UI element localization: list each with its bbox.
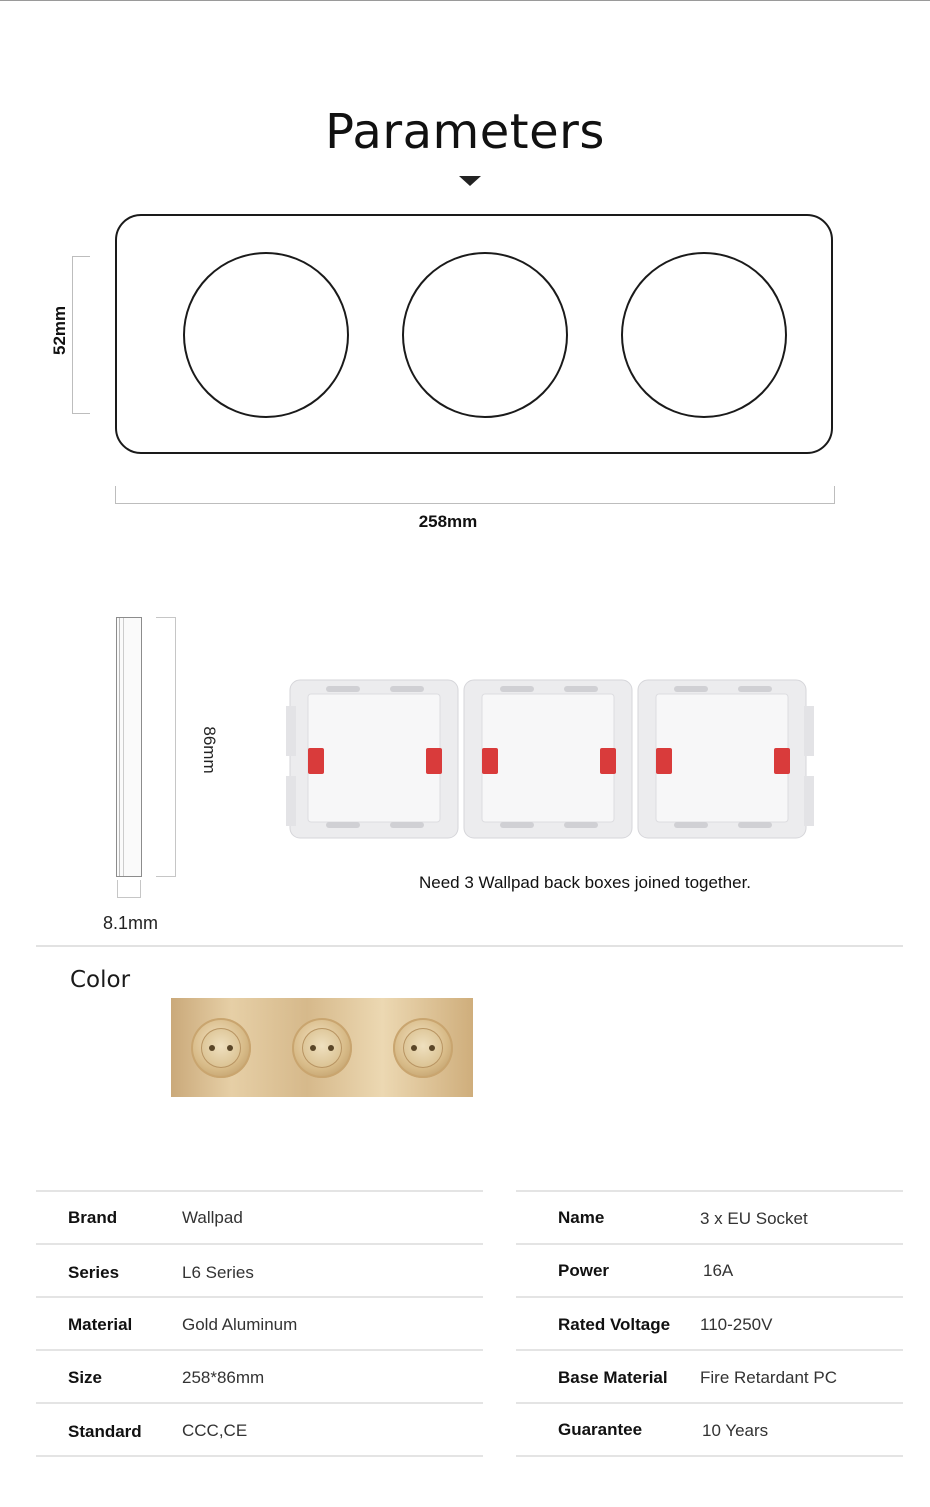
spec-row: [516, 1243, 903, 1296]
spec-row: [36, 1402, 483, 1455]
spec-value: CCC,CE: [182, 1421, 248, 1440]
spec-value: Fire Retardant PC: [700, 1368, 837, 1387]
gold-color-swatch: [171, 998, 473, 1097]
spec-value: Gold Aluminum: [182, 1315, 298, 1334]
table-bottom-border: [516, 1455, 903, 1457]
spec-label: Series: [68, 1263, 120, 1282]
spec-value: 10 Years: [702, 1421, 769, 1440]
spec-row: [516, 1402, 903, 1455]
depth-dimension-bracket: [117, 880, 141, 898]
spec-label: Material: [68, 1315, 133, 1334]
spec-row: [36, 1190, 483, 1243]
width-dimension-label: 258mm: [418, 512, 478, 531]
caret-down-icon: [459, 176, 481, 186]
back-box-2: [464, 680, 632, 838]
spec-row: [36, 1296, 483, 1349]
spec-label: Size: [68, 1368, 103, 1387]
spec-value: Wallpad: [182, 1208, 243, 1227]
width-dimension-bracket: [115, 486, 835, 504]
table-bottom-border: [36, 1455, 483, 1457]
spec-row: [36, 1349, 483, 1402]
spec-row: [516, 1296, 903, 1349]
back-box-3: [638, 680, 814, 838]
eu-socket-icon: [191, 1018, 251, 1078]
spec-value: 3 x EU Socket: [700, 1209, 808, 1228]
spec-value: L6 Series: [182, 1263, 254, 1282]
spec-value: 258*86mm: [182, 1368, 265, 1387]
spec-label: Power: [558, 1261, 610, 1280]
spec-label: Base Material: [558, 1368, 668, 1387]
back-box-1: [286, 680, 458, 838]
eu-socket-icon: [292, 1018, 352, 1078]
spec-label: Standard: [68, 1422, 142, 1441]
spec-label: Rated Voltage: [558, 1315, 671, 1334]
socket-outline-2: [402, 252, 568, 418]
spec-value: 16A: [703, 1261, 734, 1280]
spec-value: 110-250V: [700, 1315, 773, 1334]
eu-socket-icon: [393, 1018, 453, 1078]
panel-outline-diagram: [115, 214, 833, 454]
depth-dimension-label: 8.1mm: [103, 913, 159, 933]
section-divider: [36, 945, 903, 947]
socket-outline-3: [621, 252, 787, 418]
page-title: Parameters: [325, 104, 605, 160]
side-height-dimension-bracket: [156, 617, 176, 877]
side-height-dimension-label: 86mm: [200, 726, 219, 774]
spec-label: Name: [558, 1208, 605, 1227]
socket-outline-1: [183, 252, 349, 418]
back-box-caption: Need 3 Wallpad back boxes joined together.: [418, 873, 752, 892]
spec-row: [36, 1243, 483, 1296]
side-profile-diagram: [116, 617, 142, 877]
spec-row: [516, 1190, 903, 1243]
back-boxes-image: [286, 676, 814, 842]
spec-label: Guarantee: [558, 1420, 643, 1439]
height-dimension-label: 52mm: [50, 305, 69, 355]
spec-label: Brand: [68, 1208, 118, 1227]
top-border-line: [0, 0, 930, 1]
spec-row: [516, 1349, 903, 1402]
height-dimension-bracket: [72, 256, 90, 414]
color-heading: Color: [70, 967, 131, 993]
